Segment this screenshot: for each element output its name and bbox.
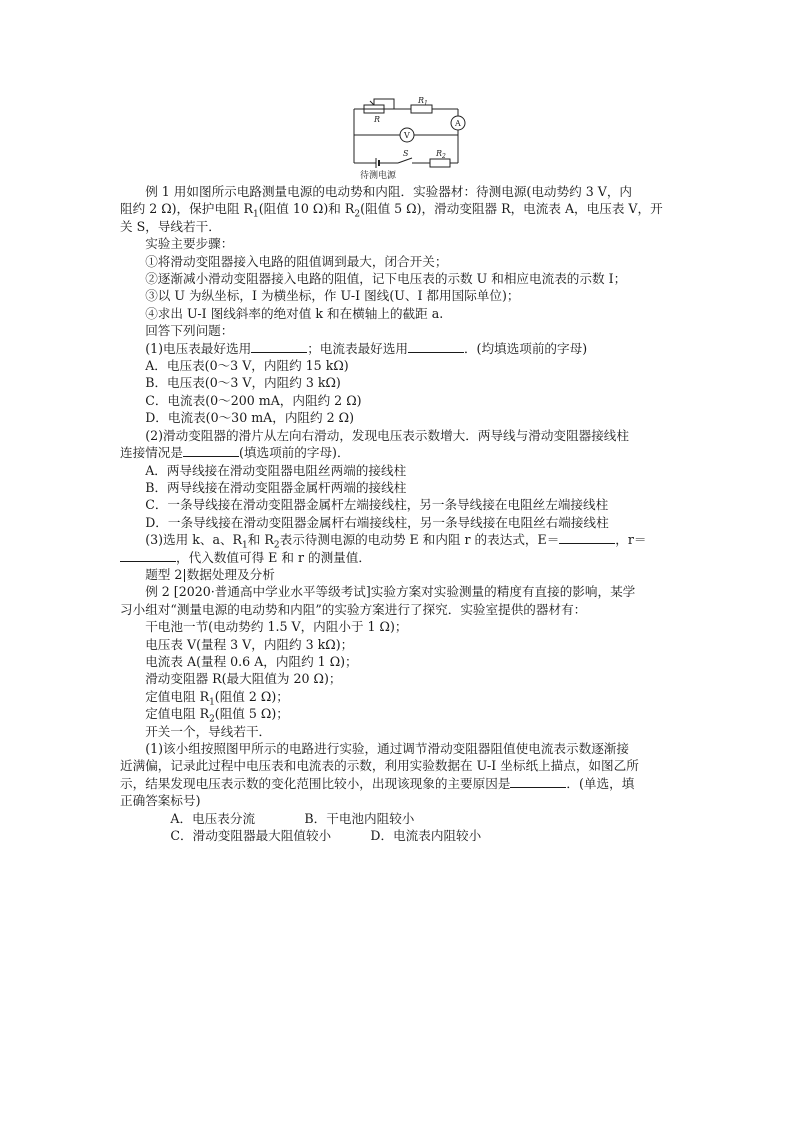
step-1: ①将滑动变阻器接入电路的阻值调到最大，闭合开关；	[145, 253, 448, 269]
label-r: R	[374, 115, 381, 124]
answer-blank[interactable]	[559, 532, 615, 544]
problem-text	[120, 183, 675, 844]
ex2-options-row-2: C．滑动变阻器最大阻值较小 D．电流表内阻较小	[170, 828, 482, 844]
ex2-item-2: 电压表 V(量程 3 V，内阻约 3 kΩ)；	[145, 636, 354, 652]
ex1-intro: 例 1 用如图所示电路测量电源的电动势和内阻．实验器材：待测电源(电动势约 3 V，内	[145, 184, 633, 199]
ex2-q1-3: 示，结果发现电压表示数的变化范围比较小，出现该现象的主要原因是 ．(单选，填	[120, 775, 635, 791]
ex2-intro: 例 2 [2020·普通高中学业水平等级考试]实验方案对实验测量的精度有直接的影响，某学	[145, 584, 636, 600]
q2-option-c: C．一条导线接在滑动变阻器金属杆左端接线柱，另一条导线接在电阻丝左端接线柱	[145, 497, 609, 513]
ex2-options-row-1: A．电压表分流 B．干电池内阻较小	[170, 810, 415, 826]
ex2-q1: (1)该小组按照图甲所示的电路进行实验，通过调节滑动变阻器阻值使电流表示数逐渐接	[145, 741, 629, 756]
answer-blank[interactable]	[120, 550, 176, 562]
circuit-diagram	[348, 95, 468, 180]
ex2-item-1: 干电池一节(电动势约 1.5 V，内阻小于 1 Ω)；	[145, 619, 408, 635]
ex2-item-7: 开关一个，导线若干．	[145, 723, 272, 739]
q3: (3)选用 k、a、$R_1$和 $R_2$表示待测电源的电动势 E 和内阻 r 的表达式，E＝ ，r＝	[145, 532, 647, 551]
ex2-q1-4: 正确答案标号)	[120, 793, 201, 809]
answer-title: 回答下列问题：	[145, 323, 234, 339]
steps-title: 实验主要步骤：	[145, 236, 234, 252]
q2: (2)滑动变阻器的滑片从左向右滑动，发现电压表示数增大．两导线与滑动变阻器接线柱	[145, 427, 629, 443]
figure-caption: 待测电源	[360, 171, 397, 180]
label-v: V	[404, 131, 410, 140]
ex2-item-5: 定值电阻 $R_1$(阻值 2 Ω)；	[145, 688, 289, 708]
q2-option-d: D．一条导线接在滑动变阻器金属杆右端接线柱，另一条导线接在电阻丝右端接线柱	[145, 514, 609, 530]
step-4: ④求出 U-I 图线斜率的绝对值 k 和在横轴上的截距 a.	[145, 305, 444, 321]
answer-blank[interactable]	[251, 341, 307, 353]
q1-option-d: D．电流表(0～30 mA，内阻约 2 Ω)	[145, 410, 354, 426]
answer-blank[interactable]	[408, 341, 464, 353]
q1-option-c: C．电流表(0～200 mA，内阻约 2 Ω)	[145, 392, 362, 408]
ex2-q1-2: 近满偏，记录此过程中电压表和电流表的示数，利用实验数据在 U-I 坐标纸上描点，如图乙所	[120, 758, 639, 774]
answer-blank[interactable]	[510, 776, 566, 788]
label-r1: $R_1$	[418, 96, 428, 107]
answer-blank[interactable]	[183, 445, 239, 457]
ex2-item-4: 滑动变阻器 R(最大阻值为 20 Ω)；	[145, 671, 342, 687]
q1-option-a: A．电压表(0～3 V，内阻约 15 kΩ)	[145, 358, 349, 374]
q3-cont: ，代入数值可得 E 和 r 的测量值．	[120, 549, 675, 566]
ex2-intro-2: 习小组对“测量电源的电动势和内阻”的实验方案进行了探究．实验室提供的器材有：	[120, 601, 587, 617]
q2-option-a: A．两导线接在滑动变阻器电阻丝两端的接线柱	[145, 462, 407, 478]
ex1-intro-3: 关 S，导线若干．	[120, 218, 221, 234]
ex1-intro-2: 阻约 2 Ω)，保护电阻 $R_1$(阻值 10 Ω)和 $R_2$(阻值 5 Ω)，滑动变阻器 R，电流表 A，电压表 V，开	[120, 201, 663, 220]
step-2: ②逐渐减小滑动变阻器接入电路的阻值，记下电压表的示数 U 和相应电流表的示数 I；	[145, 271, 627, 287]
label-s: S	[403, 149, 409, 158]
type2-heading: 题型 2|数据处理及分析	[145, 566, 275, 582]
ex2-item-6: 定值电阻 $R_2$(阻值 5 Ω)；	[145, 706, 289, 725]
q2-cont: 连接情况是 (填选项前的字母)．	[120, 445, 350, 461]
ex2-item-3: 电流表 A(量程 0.6 A，内阻约 1 Ω)；	[145, 653, 358, 669]
q2-option-b: B．两导线接在滑动变阻器金属杆两端的接线柱	[145, 479, 407, 495]
q1: (1)电压表最好选用 ；电流表最好选用 ．(均填选项前的字母)	[145, 340, 588, 356]
label-r2: $R_2$	[436, 149, 446, 160]
step-3: ③以 U 为纵坐标，I 为横坐标，作 U-I 图线(U、I 都用国际单位)；	[145, 288, 520, 304]
label-a: A	[455, 119, 461, 128]
q1-option-b: B．电压表(0～3 V，内阻约 3 kΩ)	[145, 375, 341, 391]
